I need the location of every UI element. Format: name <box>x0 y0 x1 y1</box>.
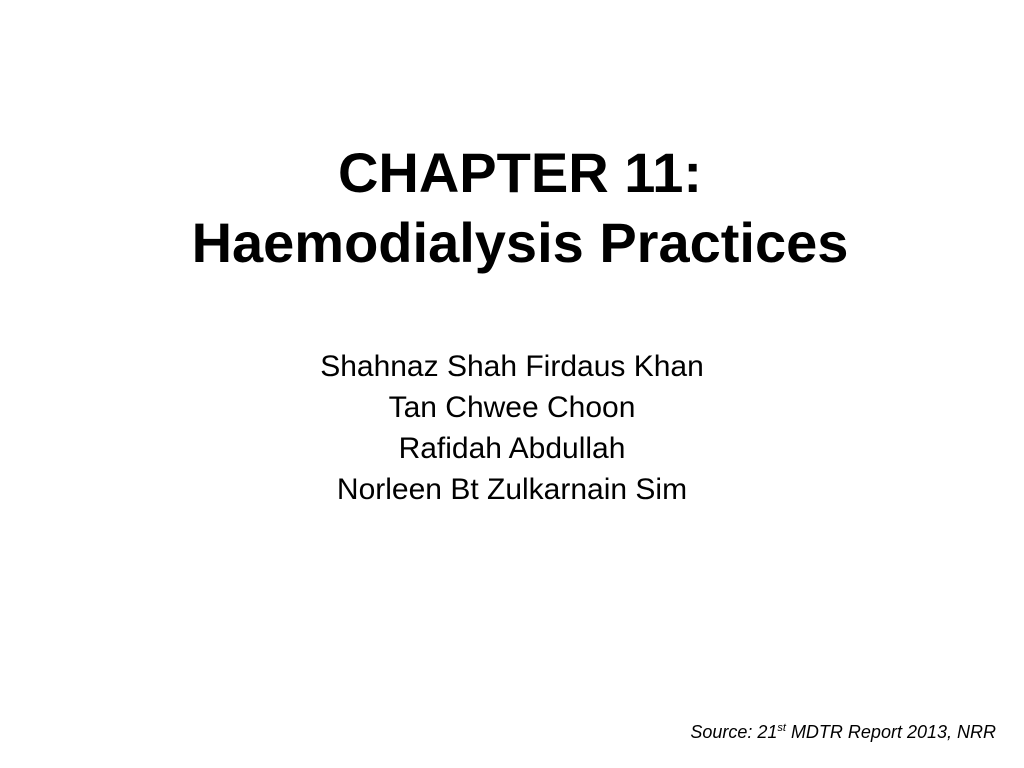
author-name: Shahnaz Shah Firdaus Khan <box>320 350 704 383</box>
source-suffix: MDTR Report 2013, NRR <box>785 722 996 742</box>
source-citation <box>690 720 996 744</box>
title-line-chapter: CHAPTER 11: <box>337 141 703 204</box>
author-list <box>0 346 1024 510</box>
author-name: Rafidah Abdullah <box>398 432 626 465</box>
slide-title <box>8 138 1024 278</box>
author-name: Norleen Bt Zulkarnain Sim <box>336 473 688 506</box>
source-superscript: st <box>777 722 786 734</box>
title-line-topic: Haemodialysis Practices <box>191 211 849 274</box>
author-name: Tan Chwee Choon <box>388 391 636 424</box>
source-prefix: Source: 21 <box>690 722 778 742</box>
